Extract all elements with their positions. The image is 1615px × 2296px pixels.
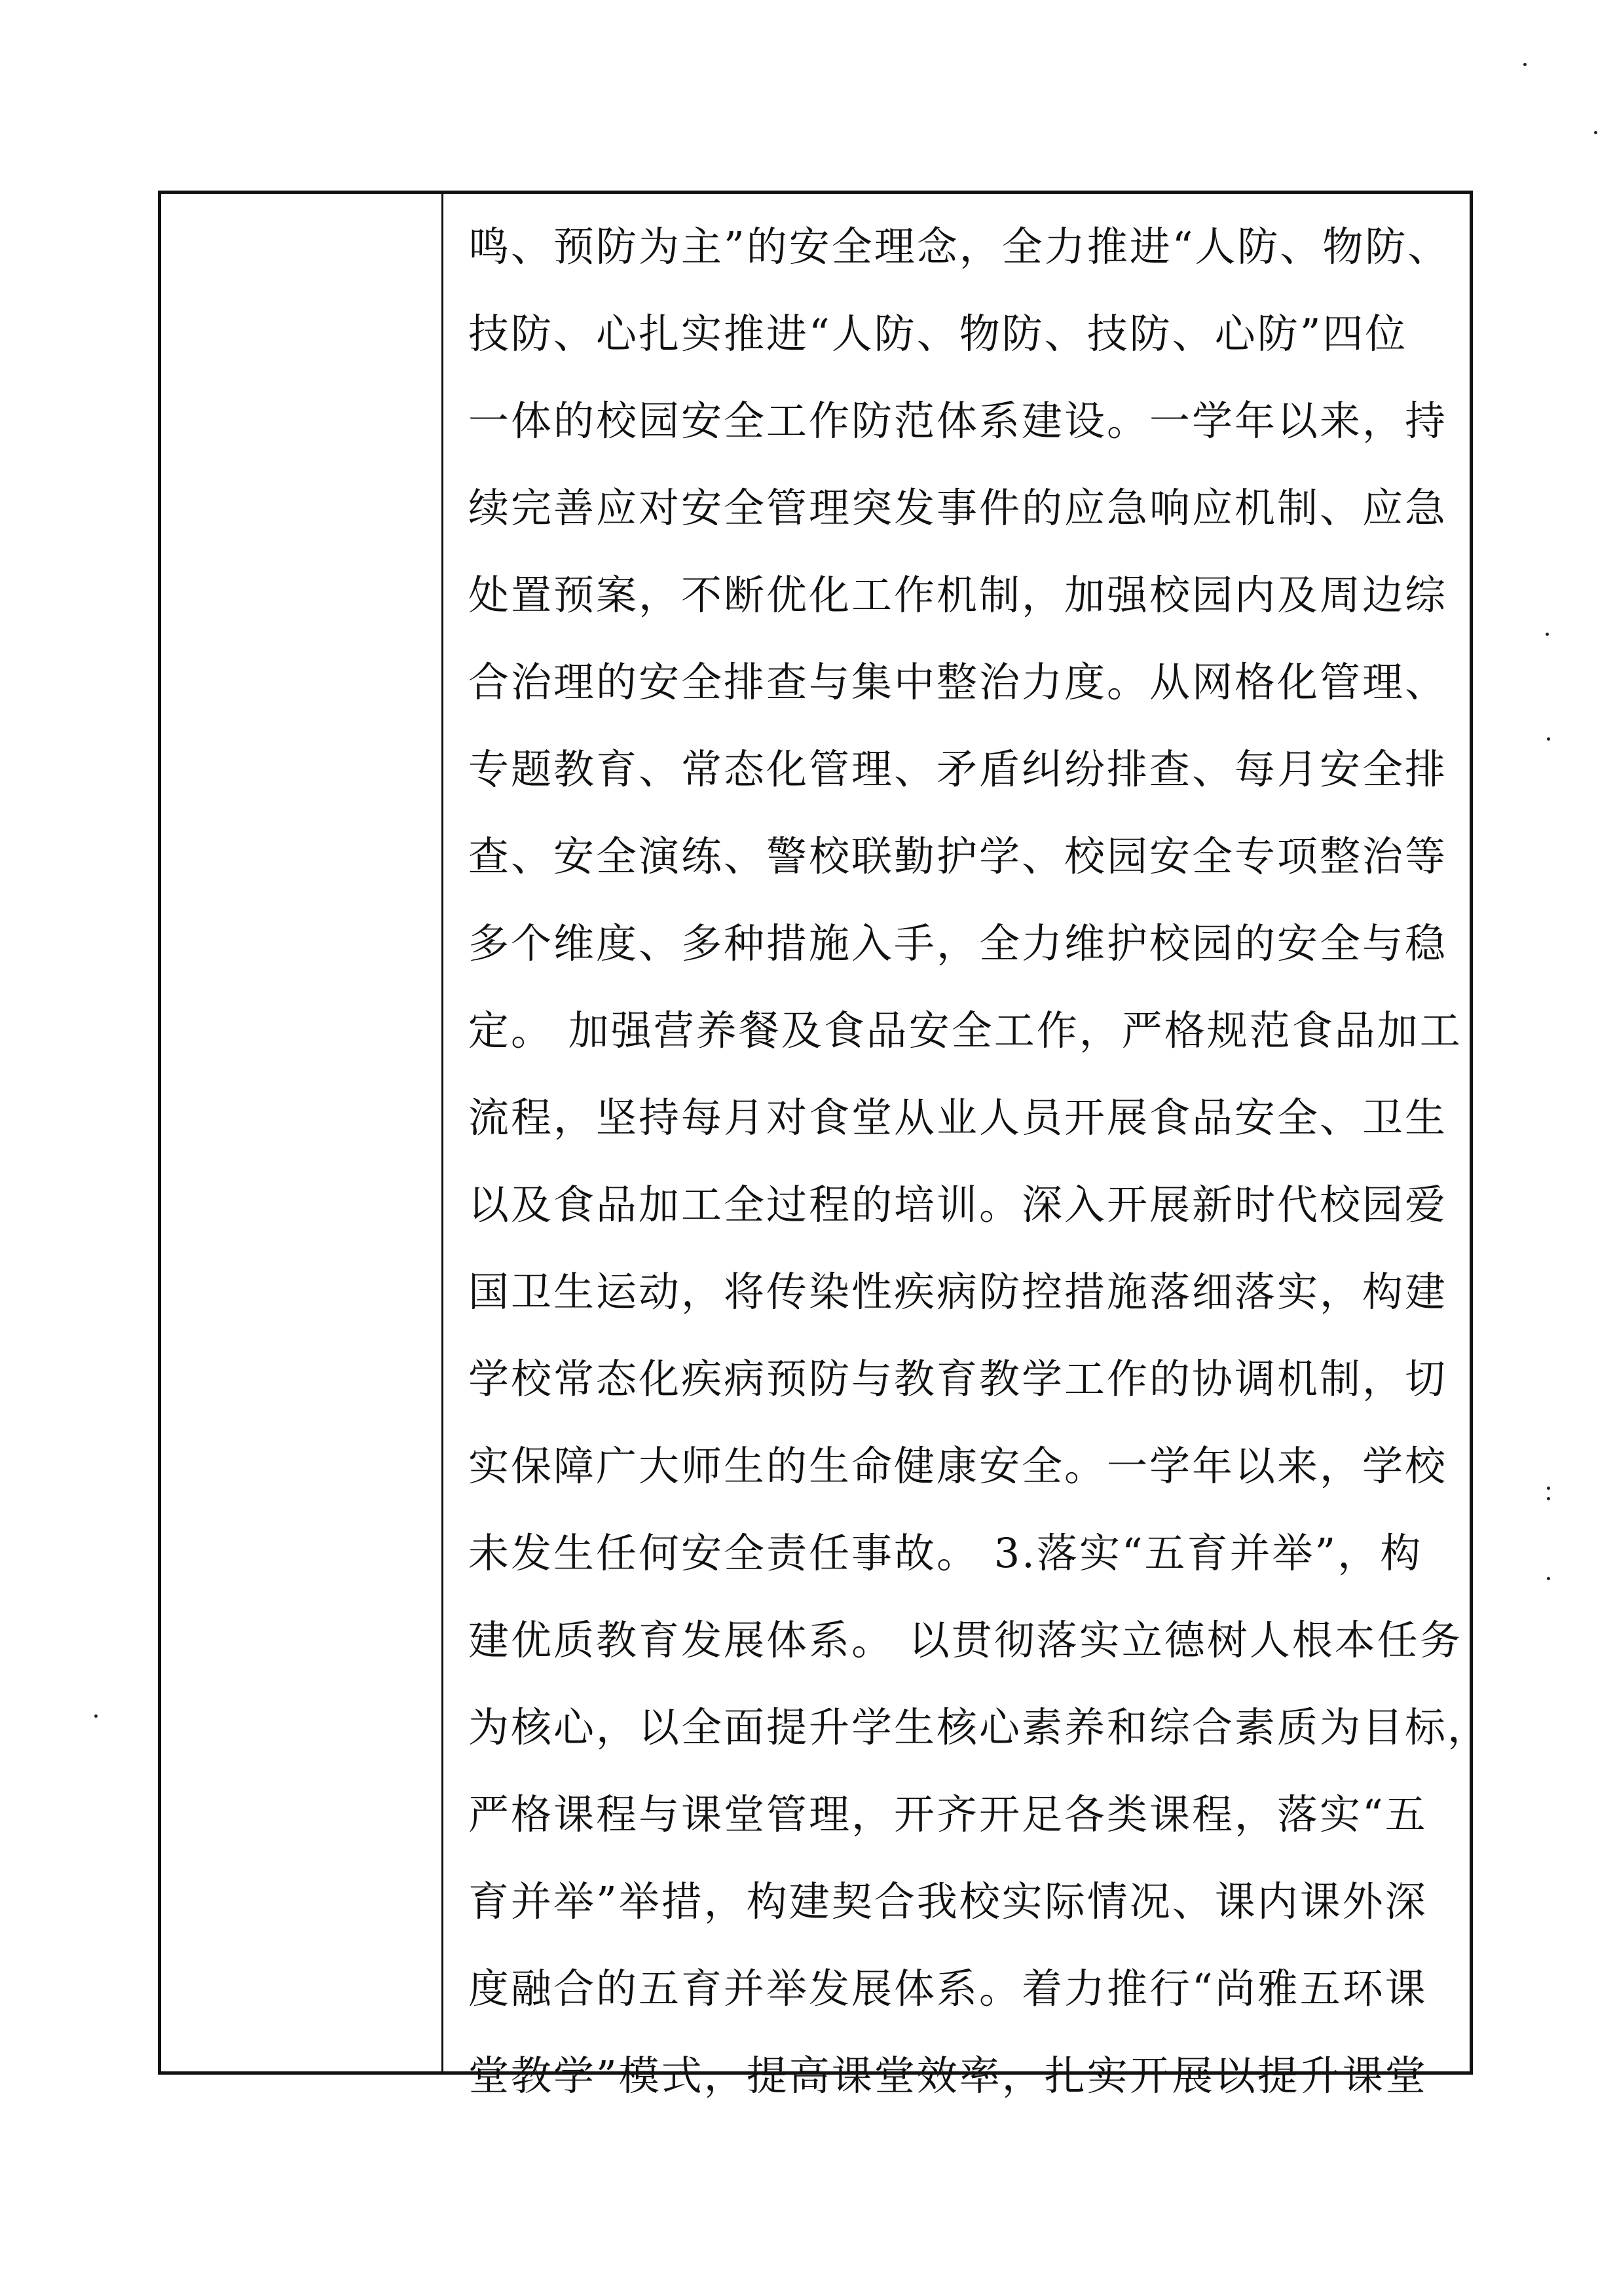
table-content-cell	[443, 194, 1491, 2100]
text-line: 未发生任何安全责任事故。 3.落实“五育并举”，构	[468, 1529, 1423, 1577]
text-line: 多个维度、多种措施入手，全力维护校园的安全与稳	[468, 919, 1448, 967]
text-line: 一体的校园安全工作防范体系建设。一学年以来，持	[468, 397, 1448, 445]
text-line: 育并举”举措，构建契合我校实际情况、课内课外深	[468, 1878, 1428, 1925]
text-line: 查、安全演练、警校联勤护学、校园安全专项整治等	[468, 832, 1448, 880]
text-line: 国卫生运动，将传染性疾病防控措施落细落实，构建	[468, 1268, 1448, 1316]
report-table	[158, 191, 1491, 2100]
scan-speck	[1547, 1577, 1550, 1580]
text-line: 度融合的五育并举发展体系。着力推行“尚雅五环课	[468, 1965, 1428, 2012]
text-line: 学校常态化疾病预防与教育教学工作的协调机制，切	[468, 1355, 1448, 1403]
scan-speck	[1547, 1497, 1550, 1500]
scan-speck	[1594, 131, 1597, 134]
text-line: 续完善应对安全管理突发事件的应急响应机制、应急	[468, 484, 1448, 532]
text-line: 专题教育、常态化管理、矛盾纠纷排查、每月安全排	[468, 745, 1448, 793]
text-line: 定。 加强营养餐及食品安全工作，严格规范食品加工	[468, 1007, 1462, 1054]
table-label-cell	[161, 194, 443, 2071]
body-paragraph	[468, 203, 1496, 2119]
text-line: 处置预案，不断优化工作机制，加强校园内及周边综	[468, 571, 1448, 619]
text-line: 实保障广大师生的生命健康安全。一学年以来，学校	[468, 1442, 1448, 1490]
text-line: 建优质教育发展体系。 以贯彻落实立德树人根本任务	[468, 1616, 1462, 1664]
scan-speck	[1546, 633, 1549, 636]
scan-speck	[1547, 1487, 1550, 1490]
text-line: 技防、心扎实推进“人防、物防、技防、心防”四位	[468, 310, 1408, 358]
text-line: 堂教学”模式，提高课堂效率，扎实开展以提升课堂	[468, 2052, 1428, 2100]
scan-speck	[1547, 737, 1550, 741]
text-line: 为核心，以全面提升学生核心素养和综合素质为目标，	[468, 1703, 1491, 1751]
text-line: 合治理的安全排查与集中整治力度。从网格化管理、	[468, 658, 1448, 706]
text-line: 以及食品加工全过程的培训。深入开展新时代校园爱	[468, 1181, 1448, 1229]
scan-speck	[1523, 63, 1527, 66]
scan-speck	[94, 1714, 98, 1718]
text-line: 鸣、预防为主”的安全理念，全力推进“人防、物防、	[468, 223, 1451, 270]
text-line: 严格课程与课堂管理，开齐开足各类课程，落实“五	[468, 1790, 1428, 1838]
text-line: 流程，坚持每月对食堂从业人员开展食品安全、卫生	[468, 1094, 1448, 1141]
